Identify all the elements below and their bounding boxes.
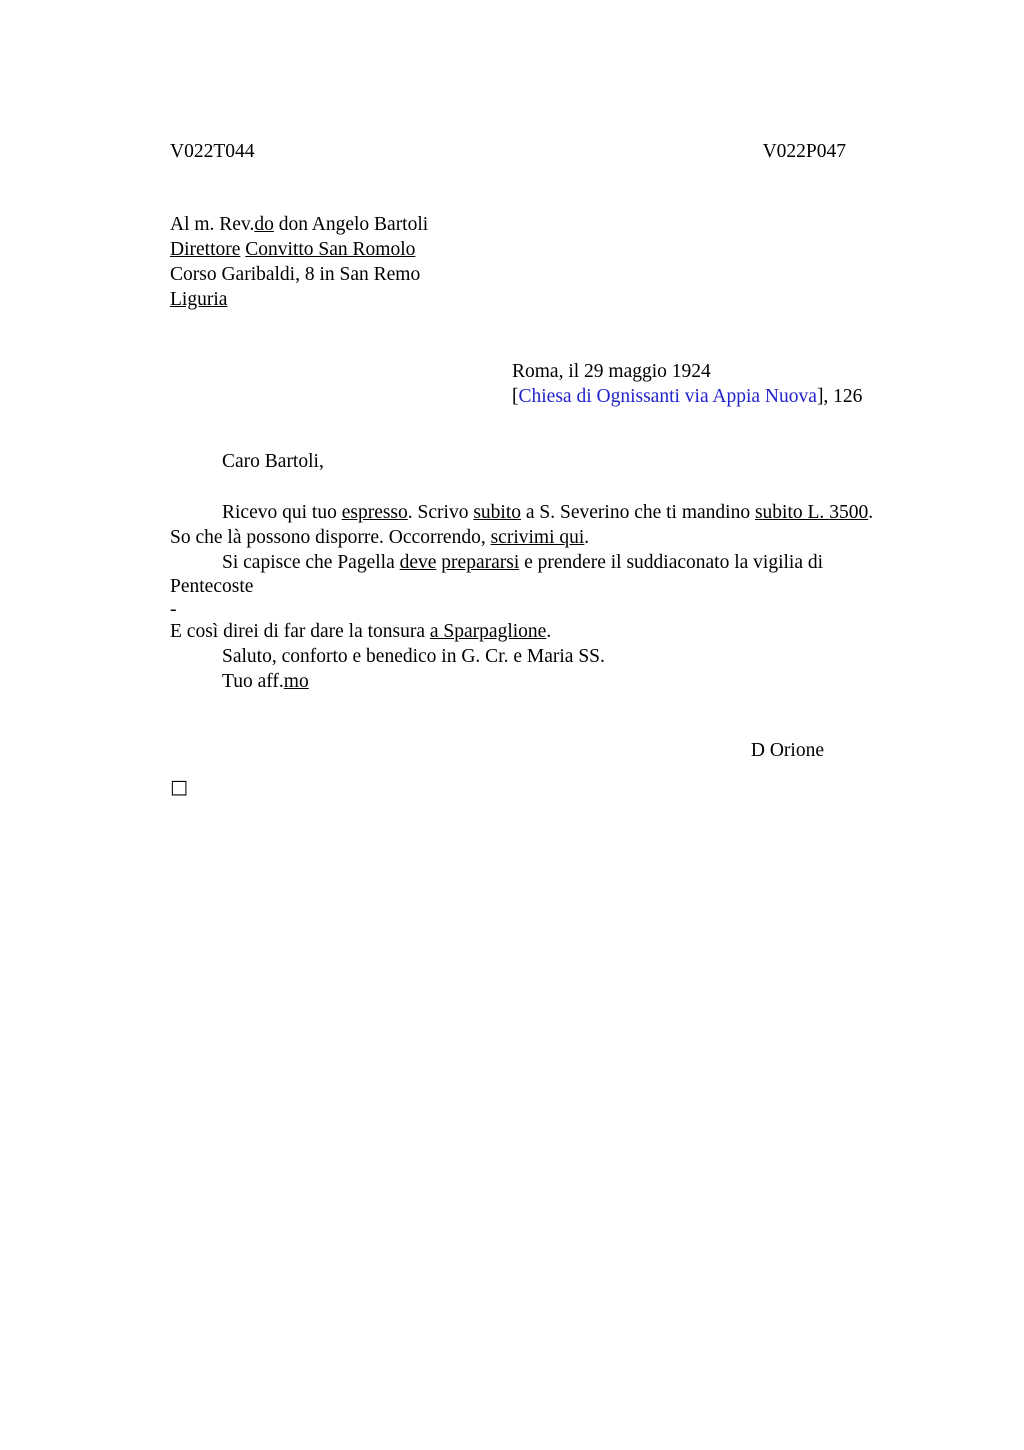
p6-suffix: mo	[283, 670, 309, 692]
p1-text-d: .	[868, 501, 874, 523]
end-marker-icon: □	[170, 775, 188, 798]
p4-text-b: .	[546, 620, 552, 642]
p2-text-b: .	[584, 526, 590, 548]
p3-text-c: e prendere il suddiaconato la vigilia di Pentecoste	[170, 551, 824, 598]
address-region: Liguria	[170, 288, 228, 310]
p1-text-a: Ricevo qui tuo	[222, 501, 342, 523]
church-link: Chiesa di Ognissanti via Appia Nuova	[518, 385, 817, 407]
address-line-3: Corso Garibaldi, 8 in San Remo	[170, 263, 421, 285]
p6-text-a: Tuo aff.	[222, 670, 284, 692]
address-institution: Convitto San Romolo	[245, 238, 416, 260]
place-and-date	[512, 360, 886, 410]
address-role: Direttore	[170, 238, 241, 260]
body-paragraph-6	[170, 670, 886, 695]
address-line-2	[170, 238, 886, 263]
body-dash-line: -	[170, 599, 177, 621]
p1-amount: 3500	[829, 501, 869, 523]
p4-text-a: E così direi di far dare la tonsura	[170, 620, 430, 642]
p1-subito-l: subito L.	[754, 501, 830, 523]
p3-prepararsi: prepararsi	[441, 551, 520, 573]
document-content	[170, 140, 886, 797]
address-title: Al m. Rev.	[170, 213, 255, 235]
p2-scrivimi: scrivimi qui	[490, 526, 585, 548]
body-paragraph-1	[170, 501, 886, 526]
header-left-code: V022T044	[170, 141, 255, 162]
address-title-suffix: do	[254, 213, 274, 235]
p4-sparpaglione: a Sparpaglione	[429, 620, 547, 642]
address-name: don Angelo Bartoli	[273, 213, 429, 235]
p1-text-b: . Scrivo	[407, 501, 474, 523]
header-right-code: V022P047	[762, 141, 846, 162]
letter-body	[170, 501, 886, 695]
p1-subito: subito	[473, 501, 522, 523]
p3-text-a: Si capisce che Pagella	[222, 551, 400, 573]
p1-text-c: a S. Severino che ti mandino	[521, 501, 755, 523]
body-paragraph-2	[170, 526, 886, 551]
body-paragraph-3	[170, 551, 886, 601]
bracket-open: [	[512, 385, 519, 407]
body-paragraph-5: Saluto, conforto e benedico in G. Cr. e Maria SS.	[222, 645, 605, 667]
body-paragraph-4	[170, 620, 886, 645]
signature-line: D Orione	[750, 739, 824, 761]
p1-espresso: espresso	[341, 501, 408, 523]
p2-text-a: So che là possono disporre. Occorrendo,	[170, 526, 491, 548]
address-line-4	[170, 288, 886, 313]
address-line-1	[170, 213, 886, 238]
p3-deve: deve	[399, 551, 437, 573]
recipient-address	[170, 213, 886, 313]
bracket-close: ], 126	[816, 385, 863, 407]
location-line	[512, 385, 886, 410]
date-line: Roma, il 29 maggio 1924	[512, 360, 711, 382]
document-header	[170, 140, 886, 165]
salutation-line: Caro Bartoli,	[222, 450, 324, 472]
